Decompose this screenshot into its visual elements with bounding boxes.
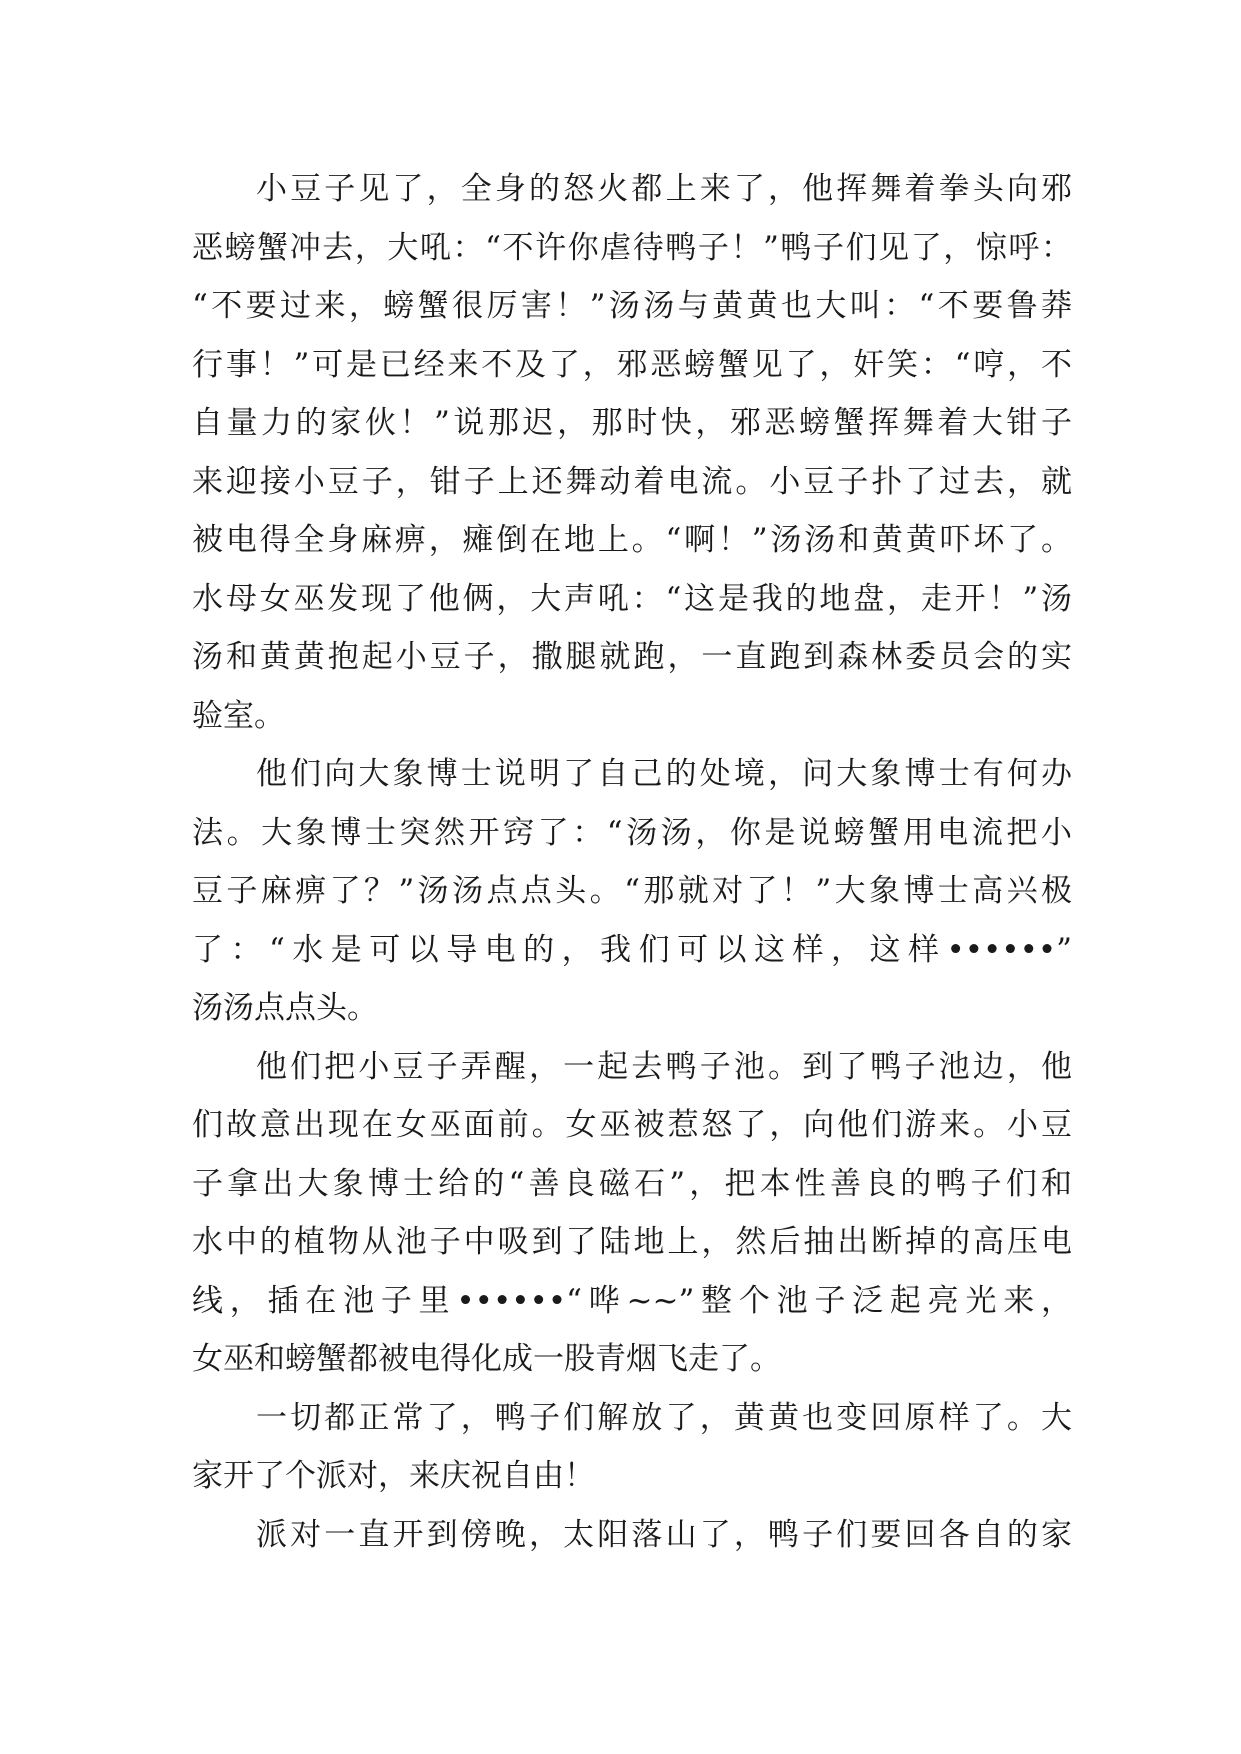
text-line: 们故意出现在女巫面前。女巫被惹怒了，向他们游来。小豆 [192,1107,1072,1143]
text-line: 汤和黄黄抱起小豆子，撒腿就跑，一直跑到森林委员会的实 [192,639,1072,675]
text-line: 来迎接小豆子，钳子上还舞动着电流。小豆子扑了过去，就 [192,463,1072,500]
text-line: 恶螃蟹冲去，大吼：“不许你虐待鸭子！”鸭子们见了，惊呼： [192,229,1072,266]
text-line: 家开了个派对，来庆祝自由！ [192,1458,595,1494]
text-line: 他们向大象博士说明了自己的处境，问大象博士有何办 [256,756,1072,792]
text-line: 线，插在池子里••••••“哗~~”整个池子泛起亮光来， [192,1282,1072,1319]
text-line: 验室。 [192,697,285,734]
text-line: “不要过来，螃蟹很厉害！”汤汤与黄黄也大叫：“不要鲁莽 [192,288,1072,324]
text-line: 小豆子见了，全身的怒火都上来了，他挥舞着拳头向邪 [256,171,1072,207]
text-line: 行事！”可是已经来不及了，邪恶螃蟹见了，奸笑：“哼，不 [192,346,1072,383]
text-line: 自量力的家伙！”说那迟，那时快，邪恶螃蟹挥舞着大钳子 [192,405,1072,441]
text-line: 汤汤点点头。 [192,990,378,1026]
document-page [192,160,1072,1564]
text-line: 派对一直开到傍晚，太阳落山了，鸭子们要回各自的家 [256,1516,1072,1553]
text-line: 子拿出大象博士给的“善良磁石”，把本性善良的鸭子们和 [192,1165,1072,1202]
text-line: 了：“水是可以导电的，我们可以这样，这样••••••” [192,931,1072,968]
text-line: 法。大象博士突然开窍了：“汤汤，你是说螃蟹用电流把小 [192,814,1072,851]
text-line: 水中的植物从池子中吸到了陆地上，然后抽出断掉的高压电 [192,1224,1072,1260]
text-line: 他们把小豆子弄醒，一起去鸭子池。到了鸭子池边，他 [256,1048,1072,1085]
text-line: 女巫和螃蟹都被电得化成一股青烟飞走了。 [192,1341,781,1377]
text-line: 豆子麻痹了？”汤汤点点头。“那就对了！”大象博士高兴极 [192,873,1072,909]
text-line: 被电得全身麻痹，瘫倒在地上。“啊！”汤汤和黄黄吓坏了。 [192,522,1072,558]
text-line: 一切都正常了，鸭子们解放了，黄黄也变回原样了。大 [256,1399,1072,1436]
text-line: 水母女巫发现了他俩，大声吼：“这是我的地盘，走开！”汤 [192,580,1072,617]
